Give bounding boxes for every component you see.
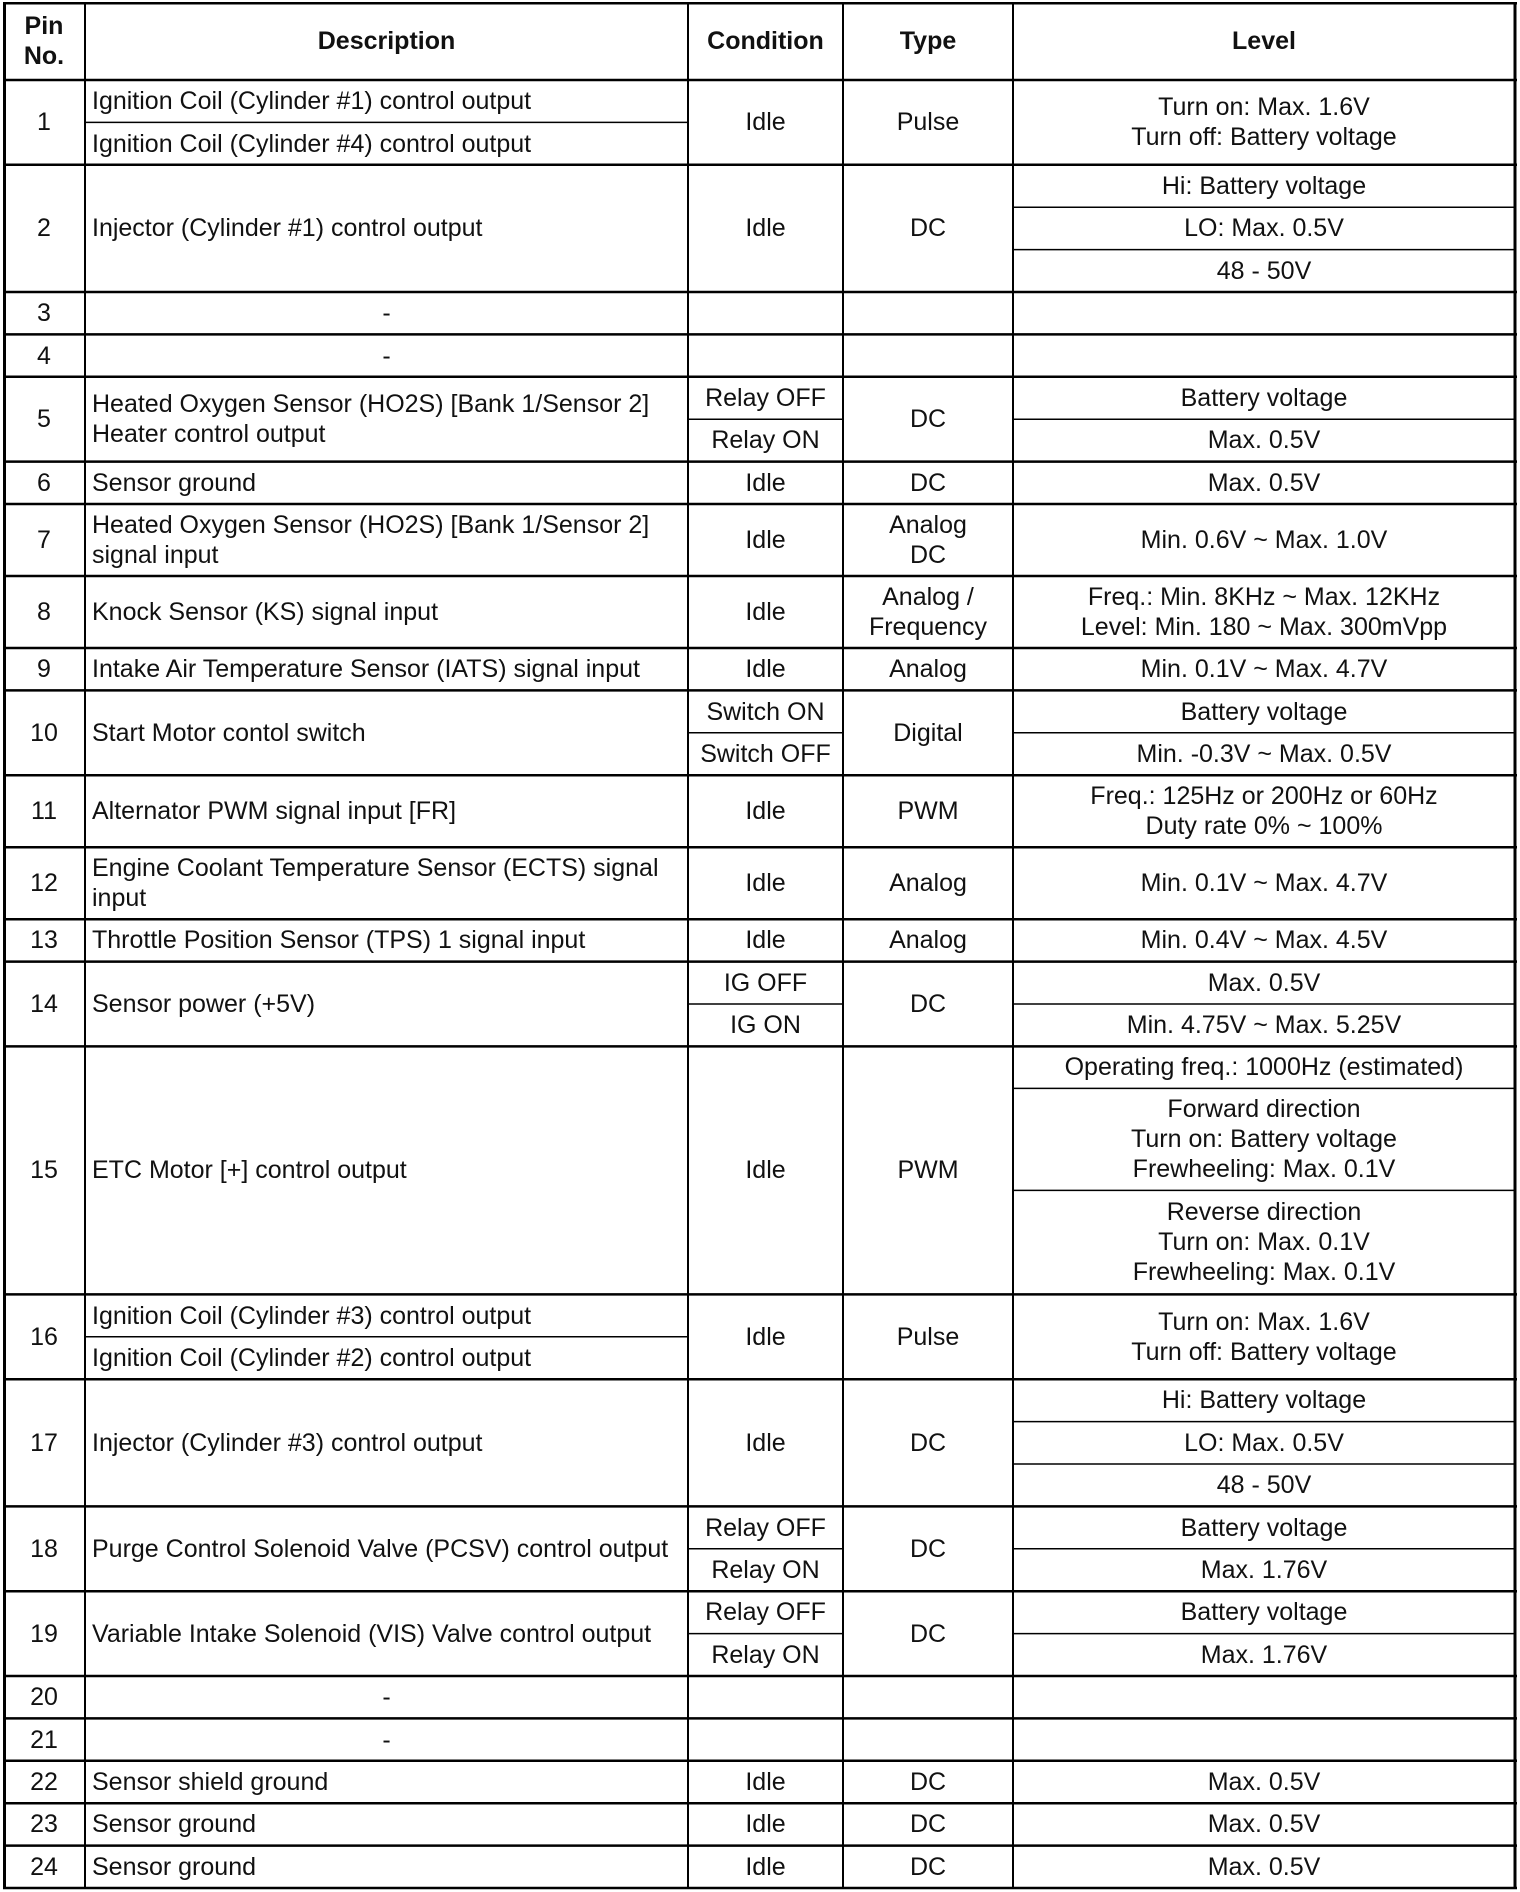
condition-cell-text: Relay ON — [711, 426, 820, 455]
condition-cell — [688, 377, 843, 419]
pin-cell-text: 6 — [37, 468, 51, 497]
level-cell — [1013, 165, 1515, 207]
pin-cell — [3, 775, 85, 847]
description-cell — [85, 1718, 688, 1760]
description-cell — [85, 1506, 688, 1591]
level-cell — [1013, 80, 1515, 165]
level-cell — [1013, 1549, 1515, 1591]
condition-cell-text: Idle — [745, 1156, 786, 1185]
level-cell-text: Min. 0.4V ~ Max. 4.5V — [1140, 926, 1388, 955]
level-cell-text: Battery voltage — [1180, 1598, 1348, 1627]
level-cell-text: LO: Max. 0.5V — [1184, 214, 1344, 243]
level-cell — [1013, 847, 1515, 919]
pin-cell-text: 3 — [37, 299, 51, 328]
condition-cell-text: Idle — [745, 1810, 786, 1839]
pin-cell — [3, 1294, 85, 1379]
level-cell — [1013, 1088, 1515, 1190]
pin-cell-text: 21 — [30, 1725, 58, 1754]
pin-cell — [3, 334, 85, 376]
description-cell-text: Knock Sensor (KS) signal input — [92, 598, 439, 626]
pin-table — [3, 2, 1517, 1890]
description-cell-text: Purge Control Solenoid Valve (PCSV) control output — [92, 1534, 669, 1563]
type-cell — [843, 648, 1013, 690]
pin-cell — [3, 292, 85, 334]
level-cell-text: 48 - 50V — [1216, 1471, 1312, 1500]
condition-cell-text: Idle — [745, 1322, 786, 1351]
type-cell-text: DC — [909, 1767, 947, 1796]
level-cell — [1013, 1294, 1515, 1379]
pin-cell — [3, 1379, 85, 1506]
pin-cell-text: 7 — [37, 526, 51, 554]
condition-cell-text: Idle — [745, 1428, 786, 1457]
description-cell — [85, 462, 688, 504]
condition-cell — [688, 1506, 843, 1548]
type-cell — [843, 1379, 1013, 1506]
pin-cell-text: 1 — [37, 108, 51, 137]
condition-cell-text: Idle — [745, 1852, 786, 1881]
pin-cell-text: 12 — [30, 869, 58, 898]
condition-cell — [688, 1634, 843, 1676]
type-cell-text: Analog DC — [889, 511, 967, 569]
condition-cell — [688, 733, 843, 775]
condition-cell-text: Relay ON — [711, 1555, 820, 1584]
level-cell-text: Reverse direction Turn on: Max. 0.1V Frewheeling: Max. 0.1V — [1132, 1198, 1396, 1287]
condition-cell — [688, 1046, 843, 1294]
level-cell — [1013, 334, 1515, 376]
type-cell-text: Analog — [889, 926, 967, 955]
condition-cell — [688, 919, 843, 961]
level-cell — [1013, 1634, 1515, 1676]
pin-cell — [3, 462, 85, 504]
condition-cell-text: Idle — [745, 598, 786, 626]
type-cell — [843, 1294, 1013, 1379]
type-cell — [843, 690, 1013, 775]
description-cell-text: Sensor ground — [92, 1852, 257, 1881]
description-cell — [85, 1046, 688, 1294]
pin-cell-text: 15 — [30, 1156, 58, 1185]
type-cell — [843, 1718, 1013, 1760]
level-cell — [1013, 1718, 1515, 1760]
level-cell — [1013, 1676, 1515, 1718]
description-cell — [85, 292, 688, 334]
type-cell-text: Pulse — [896, 108, 960, 137]
level-cell-text: Max. 0.5V — [1207, 1810, 1321, 1839]
level-cell — [1013, 1379, 1515, 1421]
description-cell-text: Variable Intake Solenoid (VIS) Valve control output — [92, 1619, 652, 1648]
pin-cell — [3, 576, 85, 648]
level-cell-text: Min. -0.3V ~ Max. 0.5V — [1136, 739, 1392, 768]
condition-cell-text: Relay ON — [711, 1640, 820, 1669]
description-cell — [85, 1676, 688, 1718]
level-cell-text: Turn on: Max. 1.6V Turn off: Battery voltage — [1131, 93, 1397, 152]
pin-cell — [3, 504, 85, 576]
level-cell-text: Max. 1.76V — [1200, 1555, 1328, 1584]
condition-cell — [688, 1294, 843, 1379]
description-cell-text: Ignition Coil (Cylinder #2) control output — [92, 1343, 532, 1372]
level-cell-text: Max. 0.5V — [1207, 1767, 1321, 1796]
description-cell — [85, 1761, 688, 1803]
condition-cell — [688, 962, 843, 1004]
type-cell — [843, 462, 1013, 504]
description-cell — [85, 576, 688, 648]
condition-cell — [688, 504, 843, 576]
description-cell — [85, 1379, 688, 1506]
condition-cell-text: Idle — [745, 526, 786, 554]
description-cell-text: Injector (Cylinder #1) control output — [92, 214, 483, 243]
level-cell-text: Hi: Battery voltage — [1161, 171, 1367, 200]
type-cell — [843, 165, 1013, 292]
type-cell-text: Digital — [893, 718, 963, 747]
type-cell — [843, 962, 1013, 1047]
pin-cell — [3, 847, 85, 919]
type-cell-text: Pulse — [896, 1322, 960, 1351]
level-cell-text: Freq.: 125Hz or 200Hz or 60Hz Duty rate 0% ~ 100% — [1090, 782, 1438, 841]
header-type-text: Type — [899, 27, 957, 55]
level-cell-text: Min. 0.1V ~ Max. 4.7V — [1140, 655, 1388, 684]
description-cell-text: Sensor ground — [92, 468, 257, 497]
type-cell-text: DC — [909, 1619, 947, 1648]
description-cell-text: Injector (Cylinder #3) control output — [92, 1428, 483, 1457]
header-level-text: Level — [1232, 27, 1296, 55]
type-cell-text: DC — [909, 1428, 947, 1457]
level-cell-text: Forward direction Turn on: Battery voltage Frewheeling: Max. 0.1V — [1131, 1095, 1397, 1184]
condition-cell-text: Idle — [745, 869, 786, 898]
condition-cell — [688, 1591, 843, 1633]
pin-cell — [3, 377, 85, 462]
type-cell-text: PWM — [897, 1156, 959, 1185]
type-cell-text: DC — [909, 214, 947, 243]
description-cell — [85, 690, 688, 775]
condition-cell-text: IG ON — [730, 1011, 801, 1040]
type-cell — [843, 1846, 1013, 1888]
description-cell — [85, 1337, 688, 1379]
header-condition-text: Condition — [707, 27, 824, 55]
description-cell-text: Start Motor contol switch — [92, 718, 366, 747]
condition-cell — [688, 1761, 843, 1803]
description-cell-text: Alternator PWM signal input [FR] — [92, 797, 457, 826]
condition-cell — [688, 690, 843, 732]
pin-cell — [3, 1676, 85, 1718]
pin-cell-text: 8 — [37, 598, 51, 626]
description-cell — [85, 80, 688, 122]
level-cell — [1013, 504, 1515, 576]
level-cell-text: Max. 0.5V — [1207, 426, 1321, 455]
description-cell — [85, 334, 688, 376]
condition-cell — [688, 80, 843, 165]
level-cell — [1013, 919, 1515, 961]
condition-cell — [688, 292, 843, 334]
description-cell — [85, 775, 688, 847]
description-cell-text: Engine Coolant Temperature Sensor (ECTS) signal input — [92, 854, 659, 913]
pin-cell — [3, 1803, 85, 1845]
level-cell-text: 48 - 50V — [1216, 256, 1312, 285]
condition-cell-text: Relay OFF — [705, 1513, 826, 1542]
level-cell — [1013, 1190, 1515, 1294]
description-cell-text: - — [382, 341, 391, 370]
pin-cell-text: 16 — [30, 1322, 58, 1351]
condition-cell-text: Relay OFF — [705, 1598, 826, 1627]
condition-cell-text: Idle — [745, 655, 786, 684]
level-cell — [1013, 292, 1515, 334]
header-level — [1013, 2, 1515, 80]
pin-cell-text: 17 — [30, 1428, 58, 1457]
type-cell-text: DC — [909, 1534, 947, 1563]
description-cell — [85, 122, 688, 164]
description-cell — [85, 919, 688, 961]
description-cell — [85, 504, 688, 576]
type-cell — [843, 377, 1013, 462]
description-cell — [85, 962, 688, 1047]
condition-cell — [688, 462, 843, 504]
description-cell-text: Ignition Coil (Cylinder #4) control output — [92, 129, 532, 158]
condition-cell-text: Switch OFF — [700, 739, 831, 768]
condition-cell — [688, 334, 843, 376]
type-cell — [843, 1803, 1013, 1845]
condition-cell — [688, 1549, 843, 1591]
description-cell-text: Intake Air Temperature Sensor (IATS) signal input — [92, 655, 640, 684]
condition-cell-text: Idle — [745, 108, 786, 137]
type-cell — [843, 1591, 1013, 1676]
pin-cell — [3, 648, 85, 690]
level-cell — [1013, 207, 1515, 249]
level-cell — [1013, 1004, 1515, 1046]
pin-cell — [3, 1718, 85, 1760]
level-cell — [1013, 576, 1515, 648]
level-cell-text: Min. 0.6V ~ Max. 1.0V — [1140, 526, 1388, 554]
condition-cell — [688, 847, 843, 919]
description-cell — [85, 1591, 688, 1676]
type-cell — [843, 1506, 1013, 1591]
type-cell-text: DC — [909, 1810, 947, 1839]
condition-cell-text: Idle — [745, 797, 786, 826]
table-cells — [3, 2, 1517, 1890]
type-cell — [843, 847, 1013, 919]
description-cell-text: Ignition Coil (Cylinder #1) control output — [92, 87, 532, 116]
level-cell — [1013, 1761, 1515, 1803]
level-cell-text: Max. 0.5V — [1207, 1852, 1321, 1881]
type-cell — [843, 576, 1013, 648]
condition-cell-text: Idle — [745, 468, 786, 497]
condition-cell — [688, 165, 843, 292]
condition-cell — [688, 775, 843, 847]
condition-cell-text: Relay OFF — [705, 383, 826, 412]
condition-cell — [688, 1718, 843, 1760]
description-cell-text: - — [382, 1725, 391, 1754]
level-cell — [1013, 1464, 1515, 1506]
level-cell-text: Hi: Battery voltage — [1161, 1386, 1367, 1415]
description-cell-text: - — [382, 299, 391, 328]
description-cell-text: Sensor power (+5V) — [92, 989, 316, 1018]
level-cell-text: Battery voltage — [1180, 1513, 1348, 1542]
condition-cell — [688, 1004, 843, 1046]
pin-cell-text: 5 — [37, 405, 51, 434]
pin-cell-text: 4 — [37, 341, 51, 370]
pin-cell-text: 23 — [30, 1810, 58, 1839]
type-cell-text: DC — [909, 405, 947, 434]
pin-cell — [3, 962, 85, 1047]
condition-cell-text: Idle — [745, 926, 786, 955]
pin-cell-text: 24 — [30, 1852, 58, 1881]
type-cell-text: DC — [909, 468, 947, 497]
level-cell — [1013, 962, 1515, 1004]
condition-cell-text: Idle — [745, 1767, 786, 1796]
type-cell — [843, 775, 1013, 847]
pin-cell — [3, 165, 85, 292]
type-cell-text: Analog / Frequency — [868, 583, 988, 641]
condition-cell — [688, 1846, 843, 1888]
level-cell — [1013, 1046, 1515, 1088]
description-cell-text: Ignition Coil (Cylinder #3) control output — [92, 1301, 532, 1330]
pin-cell — [3, 80, 85, 165]
type-cell — [843, 292, 1013, 334]
description-cell-text: ETC Motor [+] control output — [92, 1156, 407, 1185]
header-type — [843, 2, 1013, 80]
type-cell — [843, 504, 1013, 576]
level-cell-text: Freq.: Min. 8KHz ~ Max. 12KHz Level: Min. 180 ~ Max. 300mVpp — [1080, 583, 1448, 641]
level-cell — [1013, 250, 1515, 292]
level-cell-text: Min. 4.75V ~ Max. 5.25V — [1126, 1011, 1402, 1040]
type-cell — [843, 334, 1013, 376]
description-cell — [85, 165, 688, 292]
pin-cell-text: 13 — [30, 926, 58, 955]
type-cell — [843, 1676, 1013, 1718]
pin-cell-text: 14 — [30, 989, 58, 1018]
pin-cell-text: 20 — [30, 1683, 58, 1712]
condition-cell — [688, 1803, 843, 1845]
pin-cell-text: 11 — [31, 797, 57, 826]
pin-cell-text: 10 — [30, 718, 58, 747]
header-description — [85, 2, 688, 80]
pin-cell — [3, 1046, 85, 1294]
type-cell-text: DC — [909, 1852, 947, 1881]
type-cell — [843, 1761, 1013, 1803]
description-cell — [85, 1294, 688, 1336]
header-pin — [3, 2, 85, 80]
pin-cell — [3, 1591, 85, 1676]
level-cell — [1013, 775, 1515, 847]
type-cell — [843, 80, 1013, 165]
description-cell-text: Heated Oxygen Sensor (HO2S) [Bank 1/Sensor 2] signal input — [92, 511, 650, 569]
condition-cell — [688, 1676, 843, 1718]
pin-cell-text: 18 — [30, 1534, 58, 1563]
description-cell-text: - — [382, 1683, 391, 1712]
condition-cell — [688, 648, 843, 690]
type-cell-text: Analog — [889, 869, 967, 898]
level-cell-text: Max. 0.5V — [1207, 968, 1321, 997]
level-cell-text: Max. 0.5V — [1207, 468, 1321, 497]
pin-cell — [3, 1761, 85, 1803]
pin-cell — [3, 690, 85, 775]
condition-cell-text: Switch ON — [706, 697, 825, 726]
description-cell — [85, 1846, 688, 1888]
type-cell — [843, 1046, 1013, 1294]
level-cell — [1013, 1803, 1515, 1845]
level-cell-text: LO: Max. 0.5V — [1184, 1428, 1344, 1457]
level-cell-text: Battery voltage — [1180, 383, 1348, 412]
header-description-text: Description — [317, 27, 456, 55]
level-cell — [1013, 690, 1515, 732]
level-cell-text: Max. 1.76V — [1200, 1640, 1328, 1669]
pin-cell — [3, 1846, 85, 1888]
pin-cell-text: 9 — [37, 655, 51, 684]
condition-cell — [688, 1379, 843, 1506]
description-cell-text: Heated Oxygen Sensor (HO2S) [Bank 1/Sensor 2] Heater control output — [92, 390, 650, 449]
level-cell — [1013, 419, 1515, 461]
level-cell — [1013, 648, 1515, 690]
level-cell — [1013, 1506, 1515, 1548]
condition-cell-text: IG OFF — [723, 968, 808, 997]
type-cell-text: Analog — [889, 655, 967, 684]
condition-cell — [688, 419, 843, 461]
pin-cell — [3, 919, 85, 961]
description-cell — [85, 847, 688, 919]
level-cell — [1013, 733, 1515, 775]
description-cell — [85, 1803, 688, 1845]
pin-cell-text: 19 — [30, 1619, 58, 1648]
type-cell — [843, 919, 1013, 961]
description-cell-text: Sensor ground — [92, 1810, 257, 1839]
pin-cell-text: 2 — [37, 214, 51, 243]
level-cell-text: Min. 0.1V ~ Max. 4.7V — [1140, 869, 1388, 898]
header-condition — [688, 2, 843, 80]
level-cell — [1013, 1591, 1515, 1633]
description-cell-text: Throttle Position Sensor (TPS) 1 signal input — [92, 926, 586, 955]
level-cell — [1013, 1846, 1515, 1888]
level-cell — [1013, 377, 1515, 419]
description-cell — [85, 377, 688, 462]
level-cell-text: Battery voltage — [1180, 697, 1348, 726]
type-cell-text: PWM — [897, 797, 959, 826]
type-cell-text: DC — [909, 989, 947, 1018]
pin-cell-text: 22 — [30, 1767, 58, 1796]
level-cell — [1013, 1422, 1515, 1464]
level-cell — [1013, 462, 1515, 504]
description-cell — [85, 648, 688, 690]
condition-cell — [688, 576, 843, 648]
level-cell-text: Operating freq.: 1000Hz (estimated) — [1064, 1053, 1464, 1082]
pin-cell — [3, 1506, 85, 1591]
condition-cell-text: Idle — [745, 214, 786, 243]
header-pin-text: Pin No. — [23, 12, 65, 70]
level-cell-text: Turn on: Max. 1.6V Turn off: Battery voltage — [1131, 1307, 1397, 1366]
description-cell-text: Sensor shield ground — [92, 1767, 329, 1796]
